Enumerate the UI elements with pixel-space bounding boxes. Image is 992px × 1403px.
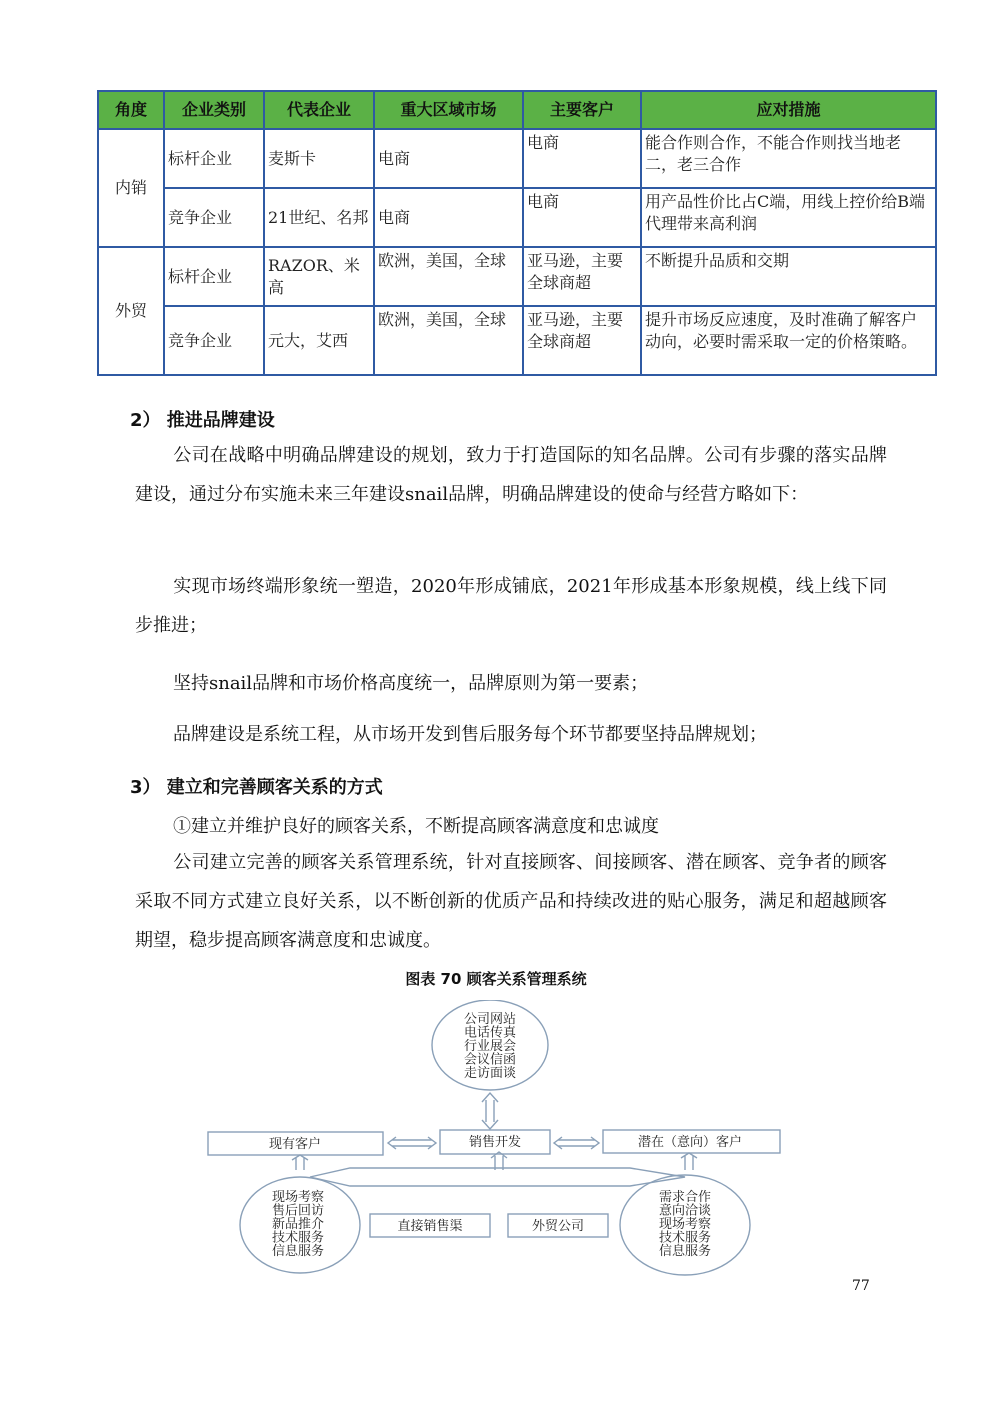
circle-label-item: 信息服务 [271,1244,325,1259]
circle-label-item: 公司网站 [463,1012,517,1027]
existing-customer-label: 现有客户 [268,1137,322,1152]
category-cell: 标杆企业 [164,247,264,306]
circle-label-item: 会议信函 [463,1052,517,1068]
circle-label-item: 新品推介 [271,1217,325,1232]
brand-goal-paragraph [135,567,887,645]
customer-subheading: ①建立并维护良好的顾客关系，不断提高顾客满意度和忠诚度 [173,816,659,837]
measure-cell: 提升市场反应速度，及时准确了解客户动向，必要时需采取一定的价格策略。 [641,306,936,375]
header-cell: 主要客户 [523,91,641,129]
measure-cell: 用产品性价比占C端，用线上控价给B端代理带来高利润 [641,188,936,247]
circle-label-item: 电话传真 [463,1025,517,1041]
company-cell: RAZOR、米高 [264,247,374,306]
brand-system-line: 品牌建设是系统工程，从市场开发到售后服务每个环节都要坚持品牌规划； [173,724,767,745]
brand-paragraph [135,436,887,514]
customer-cell: 电商 [523,129,641,188]
potential-customer-label: 潜在（意向）客户 [637,1135,743,1150]
circle-label-item: 走访面谈 [463,1066,517,1081]
table-row [98,188,936,247]
company-cell: 元大，艾西 [264,306,374,375]
arrow-sales-potential [554,1137,599,1149]
customer-cell: 亚马逊，主要全球商超 [523,306,641,375]
angle-cell: 内销 [98,129,164,247]
company-cell: 21世纪、名邦 [264,188,374,247]
arrow-potential-down [681,1153,697,1170]
category-cell: 竞争企业 [164,188,264,247]
header-cell: 代表企业 [264,91,374,129]
crm-diagram [190,1000,790,1280]
circle-label-item: 技术服务 [271,1230,325,1246]
arrow-existing-sales [388,1137,436,1149]
circle-label-item: 现场考察 [658,1217,712,1232]
header-cell: 应对措施 [641,91,936,129]
circle-label-item: 信息服务 [658,1244,712,1259]
sales-development-label: 销售开发 [468,1135,522,1150]
company-cell: 麦斯卡 [264,129,374,188]
direct-sales-label: 直接销售渠 [397,1219,463,1234]
section-heading-brand: 2） 推进品牌建设 [130,410,275,431]
circle-label-item: 意向洽谈 [658,1203,712,1219]
market-cell: 电商 [374,129,523,188]
banner-arrow [310,1168,685,1186]
customer-cell: 亚马逊，主要全球商超 [523,247,641,306]
category-cell: 标杆企业 [164,129,264,188]
angle-cell: 外贸 [98,247,164,375]
market-cell: 欧洲，美国，全球 [374,247,523,306]
arrow-top-sales [482,1093,498,1129]
header-cell: 重大区域市场 [374,91,523,129]
customer-paragraph [135,843,887,960]
header-cell: 企业类别 [164,91,264,129]
market-cell: 电商 [374,188,523,247]
category-cell: 竞争企业 [164,306,264,375]
table-row [98,306,936,375]
table-row [98,247,936,306]
circle-label-item: 售后回访 [271,1203,325,1219]
competitor-table [97,90,937,376]
customer-paragraph-text: 公司建立完善的顾客关系管理系统，针对直接顾客、间接顾客、潜在顾客、竞争者的顾客采取不同方式建立良好关系，以不断创新的优质产品和持续改进的贴心服务，满足和超越顾客期望，稳步提高顾客满意度和忠诚度。 [135,852,887,951]
circle-label-item: 技术服务 [658,1230,712,1246]
measure-cell: 不断提升品质和交期 [641,247,936,306]
right-circle-labels [659,1189,711,1259]
foreign-trade-label: 外贸公司 [531,1219,585,1234]
brand-paragraph-text: 公司在战略中明确品牌建设的规划，致力于打造国际的知名品牌。公司有步骤的落实品牌建设，通过分布实施未来三年建设snail品牌，明确品牌建设的使命与经营方略如下： [135,445,887,505]
arrow-existing-down [292,1155,308,1170]
table-row [98,129,936,188]
page-number: 77 [852,1278,870,1294]
section-heading-customer: 3） 建立和完善顾客关系的方式 [130,777,383,798]
circle-label-item: 现场考察 [271,1190,325,1205]
table-header-row [98,91,936,129]
header-cell: 角度 [98,91,164,129]
top-circle-labels [464,1011,517,1081]
left-circle-labels [272,1189,324,1259]
figure-caption: 图表 70 顾客关系管理系统 [405,970,587,988]
circle-label-item: 需求合作 [658,1190,712,1205]
brand-price-line: 坚持snail品牌和市场价格高度统一，品牌原则为第一要素； [173,673,649,694]
measure-cell: 能合作则合作，不能合作则找当地老二，老三合作 [641,129,936,188]
brand-goal-text: 实现市场终端形象统一塑造，2020年形成铺底，2021年形成基本形象规模，线上线下同步推进； [135,576,887,636]
market-cell: 欧洲，美国，全球 [374,306,523,375]
circle-label-item: 行业展会 [463,1039,517,1054]
customer-cell: 电商 [523,188,641,247]
